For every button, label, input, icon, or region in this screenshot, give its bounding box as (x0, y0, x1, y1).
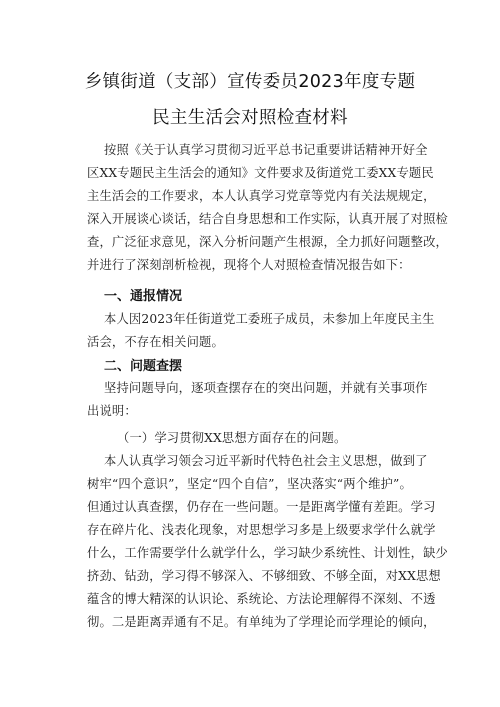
section2-line: 坚持问题导向，逐项查摆存在的突出问题，并就有关事项作 (104, 381, 428, 395)
document-title-line1: 乡镇街道（支部）宣传委员2023年度专题 (84, 72, 416, 92)
section1-line: 活会，不存在相关问题。 (87, 335, 224, 349)
sub1-line: 但通过认真查摆，仍存在一些问题。一是距离学懂有差距。学习 (87, 500, 436, 514)
section2-line: 出说明： (87, 404, 137, 418)
section1-line: 本人因2023年任街道党工委班子成员，未参加上年度民主生 (104, 312, 435, 326)
intro-line: 查，广泛征求意见，深入分析问题产生根源，全力抓好问题整改， (87, 235, 448, 249)
intro-line: 按照《关于认真学习贯彻习近平总书记重要讲话精神开好全 (104, 143, 428, 157)
sub1-line: 蕴含的博大精深的认识论、系统论、方法论理解得不深刻、不透 (87, 592, 436, 606)
intro-line: 并进行了深刻剖析检视，现将个人对照检查情况报告如下： (87, 258, 411, 272)
sub1-line: 存在碎片化、浅表化现象，对思想学习多是上级要求学什么就学 (87, 523, 436, 537)
subsection-heading-study: （一）学习贯彻XX思想方面存在的问题。 (117, 431, 347, 445)
sub1-line: 挤劲、钻劲，学习得不够深入、不够细致、不够全面，对XX思想 (87, 569, 441, 583)
intro-line: 区XX专题民主生活会的通知》文件要求及街道党工委XX专题民 (87, 166, 434, 180)
document-title-line2: 民主生活会对照检查材料 (152, 108, 348, 128)
intro-line: 深入开展谈心谈话，结合自身思想和工作实际，认真开展了对照检 (87, 212, 448, 226)
sub1-line: 彻。二是距离弄通有不足。有单纯为了学理论而学理论的倾向， (87, 615, 436, 629)
section-heading-problems: 二、问题查摆 (104, 359, 183, 374)
sub1-line: 本人认真学习领会习近平新时代特色社会主义思想，做到了 (104, 454, 428, 468)
sub1-line: 树牢“四个意识”，坚定“四个自信”，坚决落实“两个维护”。 (87, 477, 412, 491)
sub1-line: 什么，工作需要学什么就学什么，学习缺少系统性、计划性，缺少 (87, 546, 448, 560)
intro-line: 主生活会的工作要求，本人认真学习党章等党内有关法规规定， (87, 189, 436, 203)
section-heading-notification: 一、通报情况 (104, 289, 183, 304)
